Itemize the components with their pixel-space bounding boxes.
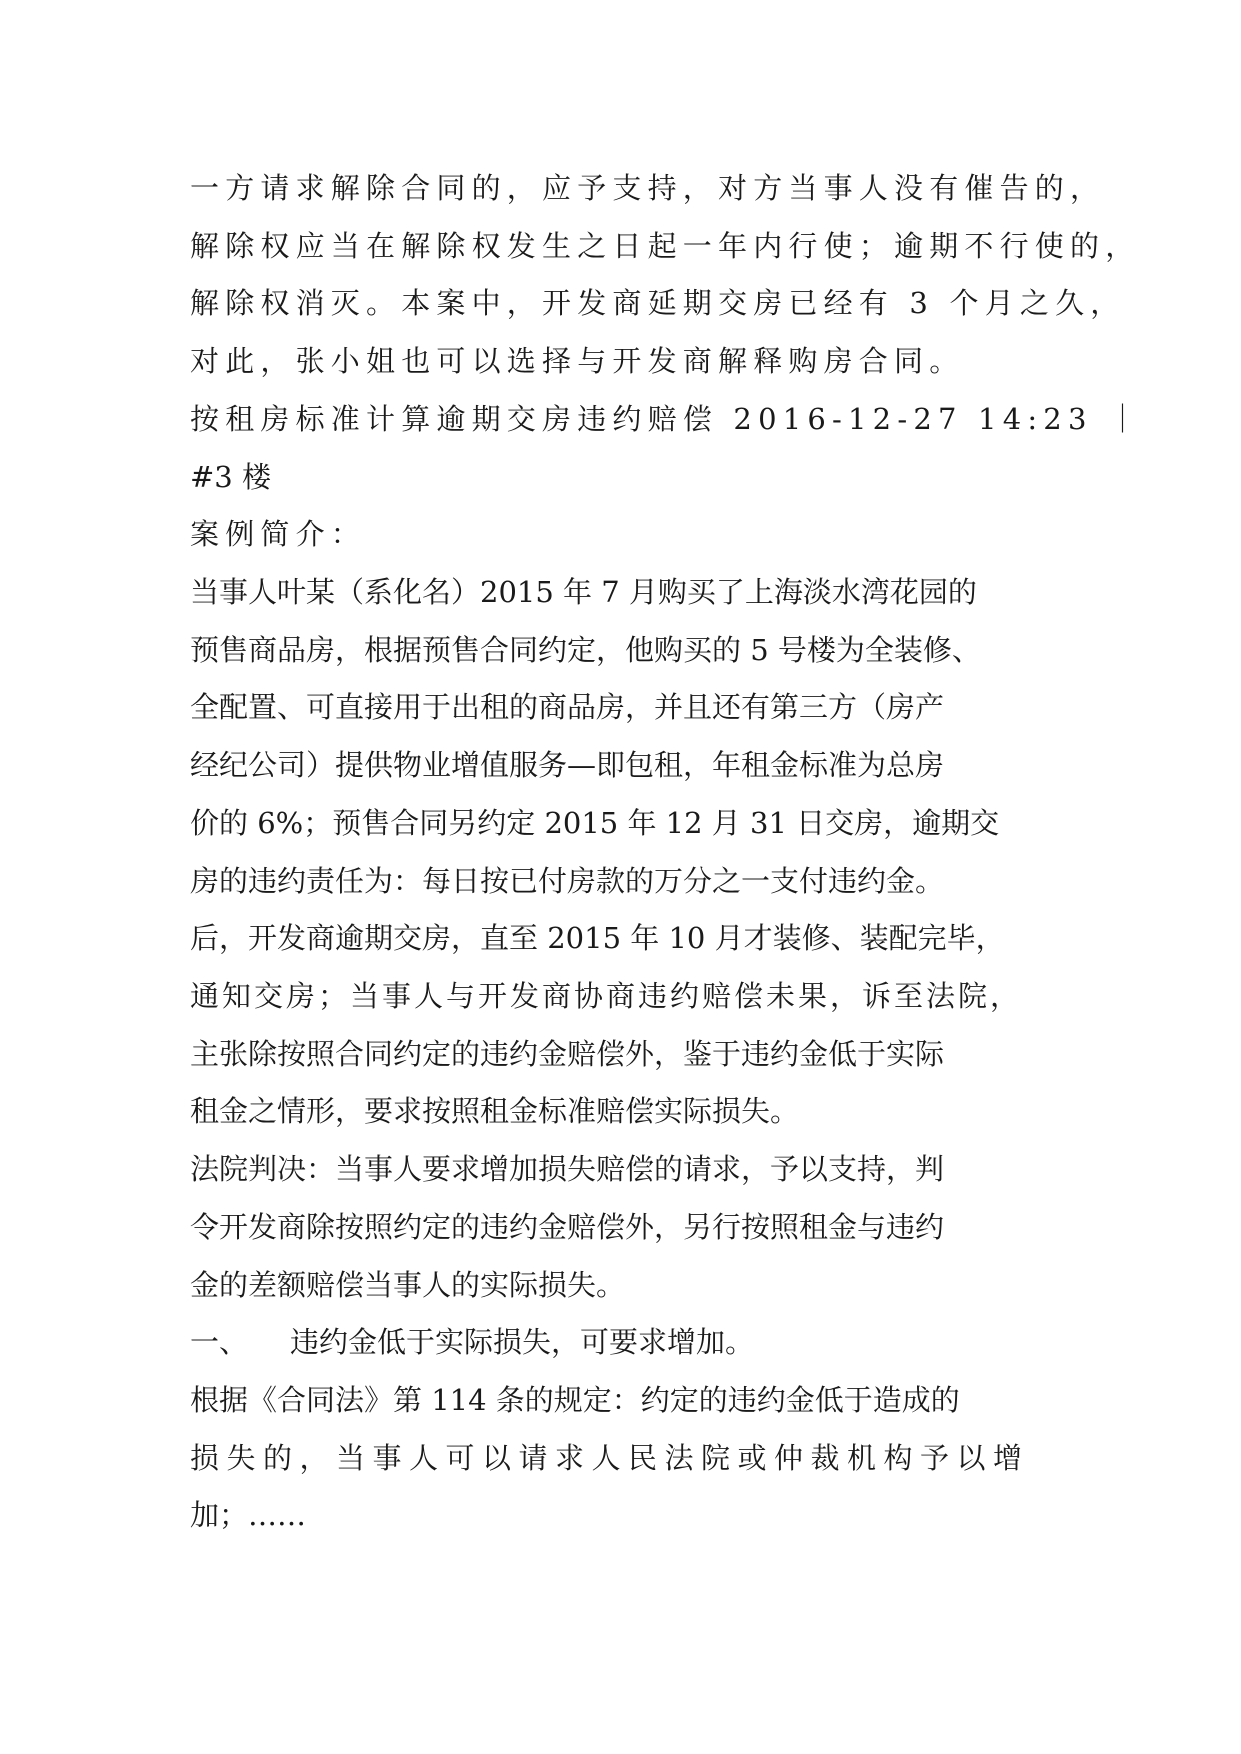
paragraph-line: 解除权应当在解除权发生之日起一年内行使；逾期不行使的，	[190, 229, 1141, 263]
list-marker: 一、	[190, 1325, 249, 1359]
paragraph-line: 租金之情形，要求按照租金标准赔偿实际损失。	[190, 1094, 800, 1128]
paragraph-line: 损失的，当事人可以请求人民法院或仲裁机构予以增	[190, 1441, 1030, 1475]
paragraph-line: 预售商品房，根据预售合同约定，他购买的 5 号楼为全装修、	[190, 633, 981, 667]
list-item	[190, 1322, 1090, 1362]
paragraph-line: 金的差额赔偿当事人的实际损失。	[190, 1268, 626, 1302]
paragraph-line: 一方请求解除合同的，应予支持，对方当事人没有催告的，	[190, 171, 1106, 205]
floor-label: #3 楼	[190, 460, 271, 494]
paragraph-line: 房的违约责任为：每日按已付房款的万分之一支付违约金。	[190, 864, 945, 898]
article-heading: 按租房标准计算逾期交房违约赔偿 2016-12-27 14:23 ｜	[190, 402, 1144, 436]
paragraph-line: 当事人叶某（系化名）2015 年 7 月购买了上海淡水湾花园的	[190, 575, 977, 609]
paragraph-line: 通知交房；当事人与开发商协商违约赔偿未果，诉至法院，	[190, 979, 1023, 1013]
paragraph-line: 根据《合同法》第 114 条的规定：约定的违约金低于造成的	[190, 1383, 960, 1417]
paragraph-line: 对此，张小姐也可以选择与开发商解释购房合同。	[190, 344, 965, 378]
paragraph-line: 全配置、可直接用于出租的商品房，并且还有第三方（房产	[190, 690, 945, 724]
paragraph-line: 令开发商除按照约定的违约金赔偿外，另行按照租金与违约	[190, 1210, 945, 1244]
paragraph-line: 主张除按照合同约定的违约金赔偿外，鉴于违约金低于实际	[190, 1037, 945, 1071]
paragraph-line: 经纪公司）提供物业增值服务—即包租，年租金标准为总房	[190, 748, 945, 782]
list-item-text: 违约金低于实际损失，可要求增加。	[290, 1325, 755, 1359]
paragraph-line: 加；……	[190, 1498, 307, 1532]
paragraph-line: 解除权消灭。本案中，开发商延期交房已经有 3 个月之久，	[190, 286, 1126, 320]
paragraph-line: 价的 6%；预售合同另约定 2015 年 12 月 31 日交房，逾期交	[190, 806, 1000, 840]
section-label: 案例简介：	[190, 517, 367, 551]
paragraph-line: 法院判决：当事人要求增加损失赔偿的请求，予以支持，判	[190, 1152, 945, 1186]
paragraph-line: 后，开发商逾期交房，直至 2015 年 10 月才装修、装配完毕，	[190, 921, 1005, 955]
